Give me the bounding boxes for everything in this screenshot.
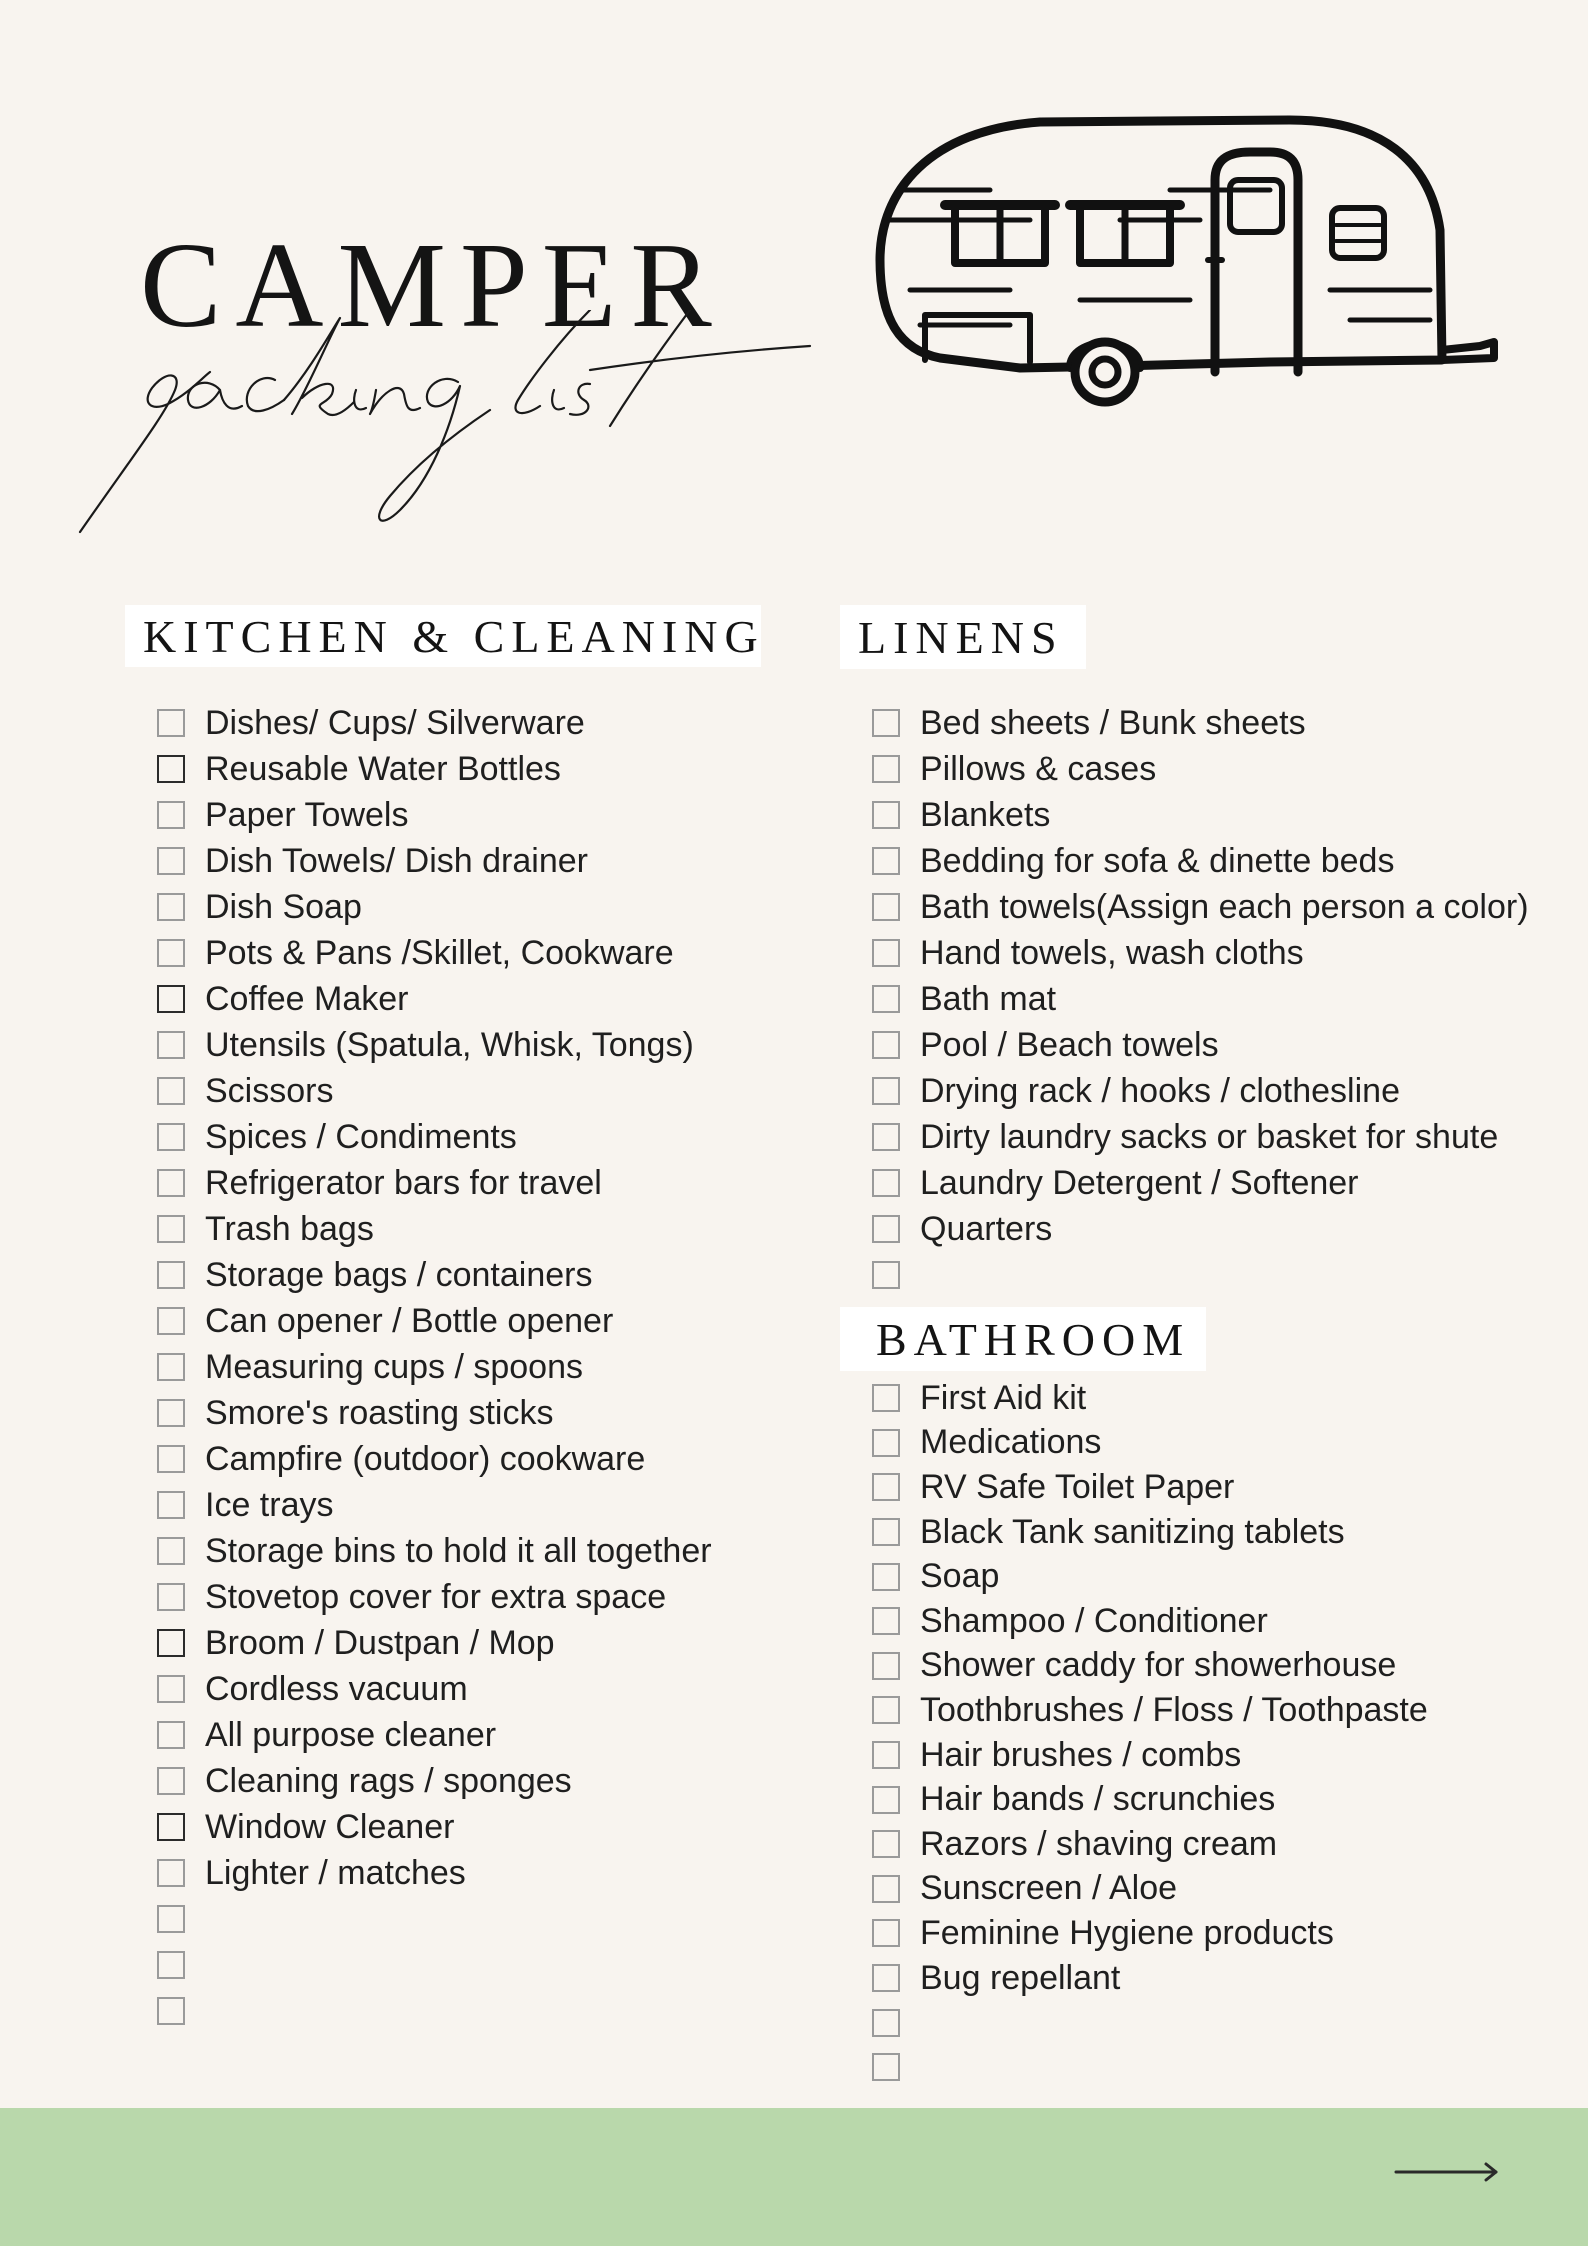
bathroom-list-item	[872, 1956, 1428, 2001]
item-label: Dish Soap	[205, 887, 362, 926]
item-label: Window Cleaner	[205, 1807, 455, 1846]
kitchen-list-item	[157, 1436, 712, 1482]
bathroom-list-item	[872, 1822, 1428, 1867]
checkbox[interactable]	[157, 985, 185, 1013]
checkbox[interactable]	[157, 801, 185, 829]
linens-list-item	[872, 1252, 1529, 1298]
checkbox[interactable]	[157, 1767, 185, 1795]
item-label: Bedding for sofa & dinette beds	[920, 841, 1395, 880]
checkbox[interactable]	[157, 755, 185, 783]
checkbox[interactable]	[157, 1813, 185, 1841]
item-label: Stovetop cover for extra space	[205, 1577, 667, 1616]
item-label: Soap	[920, 1557, 1000, 1596]
bathroom-list-item	[872, 1599, 1428, 1644]
linens-list-item	[872, 838, 1529, 884]
linens-list-item	[872, 1114, 1529, 1160]
item-label: First Aid kit	[920, 1378, 1087, 1417]
checkbox[interactable]	[157, 1353, 185, 1381]
checkbox[interactable]	[872, 1518, 900, 1546]
kitchen-list-item	[157, 746, 712, 792]
item-label: Storage bags / containers	[205, 1255, 593, 1294]
kitchen-list-item	[157, 1298, 712, 1344]
checkbox[interactable]	[872, 755, 900, 783]
item-label: Blankets	[920, 795, 1051, 834]
title-camper: CAMPER	[140, 218, 726, 353]
item-label: Refrigerator bars for travel	[205, 1163, 602, 1202]
checkbox[interactable]	[157, 1905, 185, 1933]
kitchen-list-item	[157, 930, 712, 976]
checkbox[interactable]	[872, 939, 900, 967]
checkbox[interactable]	[157, 1537, 185, 1565]
linens-list-item	[872, 746, 1529, 792]
bathroom-list-item	[872, 1465, 1428, 1510]
item-label: Storage bins to hold it all together	[205, 1531, 712, 1570]
item-label: Can opener / Bottle opener	[205, 1301, 614, 1340]
item-label: Measuring cups / spoons	[205, 1347, 583, 1386]
checkbox[interactable]	[872, 1786, 900, 1814]
linens-list-item	[872, 1160, 1529, 1206]
checkbox[interactable]	[872, 1741, 900, 1769]
checkbox[interactable]	[157, 1629, 185, 1657]
checkbox[interactable]	[872, 1429, 900, 1457]
kitchen-list-item	[157, 884, 712, 930]
bathroom-list-item	[872, 1510, 1428, 1555]
right-arrow-icon[interactable]	[1392, 2160, 1502, 2184]
kitchen-list-item	[157, 1482, 712, 1528]
item-label: Laundry Detergent / Softener	[920, 1163, 1359, 1202]
checkbox[interactable]	[157, 1675, 185, 1703]
kitchen-checklist	[157, 700, 712, 2034]
checkbox[interactable]	[157, 939, 185, 967]
kitchen-list-item	[157, 1390, 712, 1436]
item-label: Campfire (outdoor) cookware	[205, 1439, 646, 1478]
checkbox[interactable]	[157, 1169, 185, 1197]
item-label: Pillows & cases	[920, 749, 1157, 788]
checkbox[interactable]	[872, 1919, 900, 1947]
kitchen-list-item	[157, 1666, 712, 1712]
checkbox[interactable]	[872, 1607, 900, 1635]
linens-list-item	[872, 1022, 1529, 1068]
item-label: Cordless vacuum	[205, 1669, 468, 1708]
checkbox[interactable]	[872, 2053, 900, 2081]
checkbox[interactable]	[157, 1721, 185, 1749]
footer-band	[0, 2108, 1588, 2246]
bathroom-list-item	[872, 2000, 1428, 2045]
item-label: Paper Towels	[205, 795, 409, 834]
item-label: Bug repellant	[920, 1958, 1121, 1997]
kitchen-list-item	[157, 1252, 712, 1298]
item-label: Hair brushes / combs	[920, 1735, 1242, 1774]
item-label: Pots & Pans /Skillet, Cookware	[205, 933, 674, 972]
item-label: Scissors	[205, 1071, 334, 1110]
bathroom-list-item	[872, 1644, 1428, 1689]
item-label: Black Tank sanitizing tablets	[920, 1512, 1345, 1551]
item-label: Trash bags	[205, 1209, 374, 1248]
section-header-kitchen: KITCHEN & CLEANING	[125, 605, 761, 667]
item-label: Razors / shaving cream	[920, 1824, 1278, 1863]
kitchen-list-item	[157, 1620, 712, 1666]
bathroom-list-item	[872, 1421, 1428, 1466]
bathroom-list-item	[872, 1911, 1428, 1956]
checkbox[interactable]	[157, 1307, 185, 1335]
item-label: All purpose cleaner	[205, 1715, 497, 1754]
kitchen-list-item	[157, 1850, 712, 1896]
kitchen-list-item	[157, 1206, 712, 1252]
item-label: Toothbrushes / Floss / Toothpaste	[920, 1690, 1428, 1729]
bathroom-list-item	[872, 1376, 1428, 1421]
item-label: Smore's roasting sticks	[205, 1393, 554, 1432]
kitchen-list-item	[157, 1022, 712, 1068]
kitchen-list-item	[157, 1988, 712, 2034]
item-label: Feminine Hygiene products	[920, 1913, 1334, 1952]
bathroom-list-item	[872, 2045, 1428, 2090]
kitchen-list-item	[157, 1528, 712, 1574]
item-label: Hand towels, wash cloths	[920, 933, 1304, 972]
kitchen-list-item	[157, 1896, 712, 1942]
checkbox[interactable]	[872, 1169, 900, 1197]
item-label: Bath towels(Assign each person a color)	[920, 887, 1529, 926]
item-label: Ice trays	[205, 1485, 334, 1524]
item-label: Pool / Beach towels	[920, 1025, 1219, 1064]
checkbox[interactable]	[157, 1445, 185, 1473]
camper-trailer-icon	[870, 110, 1510, 430]
kitchen-list-item	[157, 1114, 712, 1160]
item-label: RV Safe Toilet Paper	[920, 1467, 1235, 1506]
checkbox[interactable]	[872, 1830, 900, 1858]
item-label: Bath mat	[920, 979, 1057, 1018]
kitchen-list-item	[157, 1942, 712, 1988]
checkbox[interactable]	[157, 1077, 185, 1105]
kitchen-list-item	[157, 1804, 712, 1850]
kitchen-list-item	[157, 1712, 712, 1758]
item-label: Sunscreen / Aloe	[920, 1869, 1178, 1908]
checkbox[interactable]	[157, 709, 185, 737]
checkbox[interactable]	[872, 1123, 900, 1151]
section-header-linens: LINENS	[840, 605, 1086, 669]
checkbox[interactable]	[157, 1491, 185, 1519]
item-label: Bed sheets / Bunk sheets	[920, 703, 1306, 742]
item-label: Medications	[920, 1423, 1102, 1462]
checkbox[interactable]	[157, 1951, 185, 1979]
item-label: Quarters	[920, 1209, 1053, 1248]
bathroom-list-item	[872, 1867, 1428, 1912]
item-label: Shampoo / Conditioner	[920, 1601, 1268, 1640]
item-label: Utensils (Spatula, Whisk, Tongs)	[205, 1025, 694, 1064]
checkbox[interactable]	[157, 847, 185, 875]
bathroom-list-item	[872, 1733, 1428, 1778]
checkbox[interactable]	[872, 1563, 900, 1591]
item-label: Cleaning rags / sponges	[205, 1761, 572, 1800]
checkbox[interactable]	[157, 1215, 185, 1243]
title-script-lettering	[70, 310, 900, 550]
checkbox[interactable]	[157, 1583, 185, 1611]
checkbox[interactable]	[872, 1077, 900, 1105]
checkbox[interactable]	[872, 893, 900, 921]
kitchen-list-item	[157, 792, 712, 838]
item-label: Drying rack / hooks / clothesline	[920, 1071, 1400, 1110]
checkbox[interactable]	[872, 847, 900, 875]
item-label: Reusable Water Bottles	[205, 749, 561, 788]
item-label: Spices / Condiments	[205, 1117, 517, 1156]
checkbox[interactable]	[157, 893, 185, 921]
kitchen-list-item	[157, 1758, 712, 1804]
checkbox[interactable]	[872, 1031, 900, 1059]
linens-list-item	[872, 700, 1529, 746]
item-label: Dirty laundry sacks or basket for shute	[920, 1117, 1499, 1156]
bathroom-list-item	[872, 1688, 1428, 1733]
checkbox[interactable]	[157, 1399, 185, 1427]
checkbox[interactable]	[872, 801, 900, 829]
checkbox[interactable]	[157, 1261, 185, 1289]
bathroom-list-item	[872, 1554, 1428, 1599]
item-label: Coffee Maker	[205, 979, 409, 1018]
checkbox[interactable]	[157, 1031, 185, 1059]
linens-list-item	[872, 792, 1529, 838]
checkbox[interactable]	[157, 1859, 185, 1887]
checkbox[interactable]	[872, 1696, 900, 1724]
item-label: Broom / Dustpan / Mop	[205, 1623, 555, 1662]
linens-list-item	[872, 1068, 1529, 1114]
kitchen-list-item	[157, 1160, 712, 1206]
item-label: Shower caddy for showerhouse	[920, 1646, 1397, 1685]
item-label: Dishes/ Cups/ Silverware	[205, 703, 585, 742]
checkbox[interactable]	[872, 1875, 900, 1903]
checkbox[interactable]	[872, 2009, 900, 2037]
item-label: Lighter / matches	[205, 1853, 466, 1892]
checkbox[interactable]	[872, 709, 900, 737]
item-label: Hair bands / scrunchies	[920, 1780, 1276, 1819]
bathroom-list-item	[872, 1777, 1428, 1822]
checkbox[interactable]	[872, 985, 900, 1013]
checkbox[interactable]	[872, 1384, 900, 1412]
checkbox[interactable]	[872, 1215, 900, 1243]
kitchen-list-item	[157, 1068, 712, 1114]
bathroom-checklist	[872, 1376, 1428, 2090]
checkbox[interactable]	[872, 1652, 900, 1680]
section-header-bathroom: BATHROOM	[840, 1307, 1206, 1371]
linens-list-item	[872, 1206, 1529, 1252]
item-label: Dish Towels/ Dish drainer	[205, 841, 588, 880]
kitchen-list-item	[157, 838, 712, 884]
linens-checklist	[872, 700, 1529, 1298]
kitchen-list-item	[157, 700, 712, 746]
linens-list-item	[872, 930, 1529, 976]
checkbox[interactable]	[872, 1964, 900, 1992]
linens-list-item	[872, 884, 1529, 930]
kitchen-list-item	[157, 1344, 712, 1390]
kitchen-list-item	[157, 1574, 712, 1620]
checkbox[interactable]	[872, 1473, 900, 1501]
checkbox[interactable]	[872, 1261, 900, 1289]
kitchen-list-item	[157, 976, 712, 1022]
linens-list-item	[872, 976, 1529, 1022]
checkbox[interactable]	[157, 1997, 185, 2025]
checkbox[interactable]	[157, 1123, 185, 1151]
